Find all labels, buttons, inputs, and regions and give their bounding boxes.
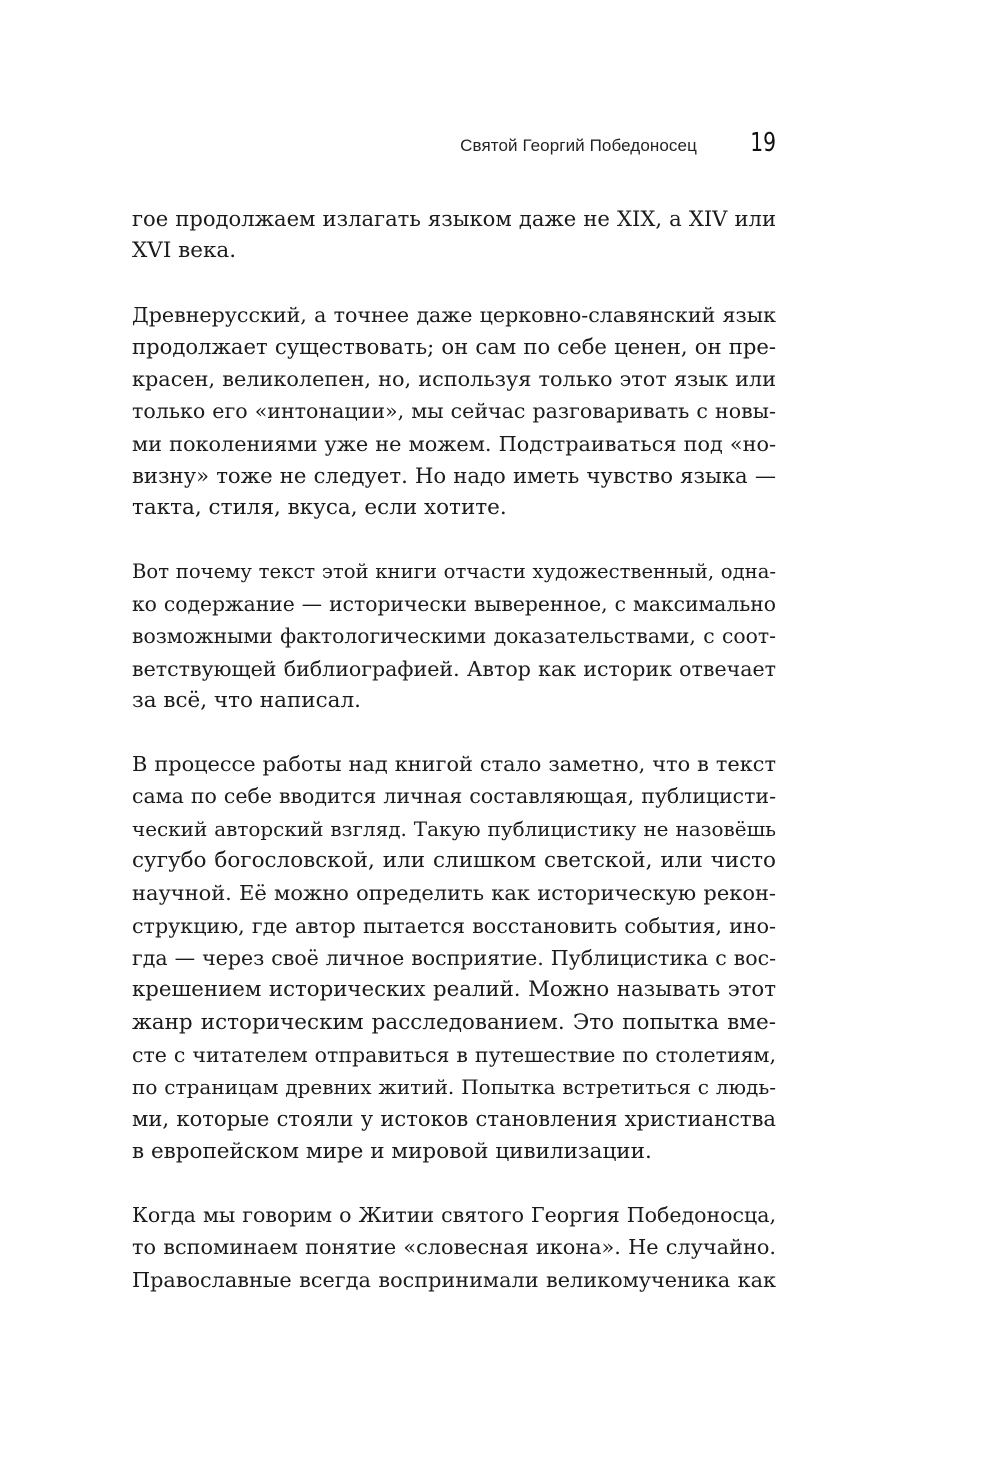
text-line: гое продолжаем излагать языком даже не XIX, а XIV или [132,206,776,231]
paragraph-gap [132,525,776,556]
text-line: за всё, что написал. [132,687,361,713]
text-line: возможными фактологическими доказательствами, с соот- [132,624,776,649]
paragraph-1 [132,203,776,268]
text-line: Православные всегда воспринимали великомученика как [132,1267,776,1292]
page-number: 19 [750,128,776,158]
text-line: гда — через своё личное восприятие. Публицистика с вос- [132,945,776,970]
paragraph-gap [132,1168,776,1199]
text-line: визну» тоже не следует. Но надо иметь чувство языка — [132,463,776,489]
paragraph-4 [132,748,776,1168]
text-line: продолжает существовать; он сам по себе ценен, он пре- [132,333,776,359]
text-line: ко содержание — исторически выверенное, с максимально [132,591,776,616]
text-line: ми, которые стояли у истоков становления христианства [132,1106,776,1132]
paragraph-gap [132,717,776,748]
text-line: в европейском мире и мировой цивилизации. [132,1138,652,1164]
text-line: Когда мы говорим о Житии святого Георгия Победоносца, [132,1203,776,1228]
text-line: то вспоминаем понятие «словесная икона». Не случайно. [132,1235,776,1260]
text-line: Древнерусский, а точнее даже церковно-славянский язык [132,302,776,327]
text-line: сама по себе вводится личная составляющая, публицисти- [132,784,776,809]
text-line: крешением исторических реалий. Можно называть этот [132,977,776,1003]
body-text [132,203,776,1296]
text-line: В процессе работы над книгой стало заметно, что в текст [132,752,776,777]
running-title: Святой Георгий Победоносец [460,136,697,155]
text-line: научной. Её можно определить как историческую рекон- [132,881,776,906]
text-line: струкцию, где автор пытается восстановить события, ино- [132,913,776,938]
text-line: красен, великолепен, но, используя только этот язык или [132,367,776,392]
text-line: сугубо богословской, или слишком светской, или чисто [132,848,776,874]
text-line: по страницам древних житий. Попытка встретиться с людь- [132,1075,776,1100]
paragraph-gap [132,268,776,299]
paragraph-5 [132,1199,776,1296]
text-line: Вот почему текст этой книги отчасти художественный, одна- [132,559,776,583]
text-line: сте с читателем отправиться в путешествие по столетиям, [132,1042,776,1067]
paragraph-3 [132,556,776,717]
text-line: XVI века. [132,238,237,264]
text-line: ческий авторский взгляд. Такую публицистику не назовёшь [132,816,776,841]
text-line: жанр историческим расследованием. Это попытка вме- [132,1009,776,1035]
text-line: только его «интонации», мы сейчас разговаривать с новы- [132,399,776,424]
text-line: ми поколениями уже не можем. Подстраиваться под «но- [132,431,776,456]
paragraph-2 [132,299,776,525]
running-header [130,128,776,158]
text-line: ветствующей библиографией. Автор как историк отвечает [132,656,776,681]
text-line: такта, стиля, вкуса, если хотите. [132,495,507,521]
